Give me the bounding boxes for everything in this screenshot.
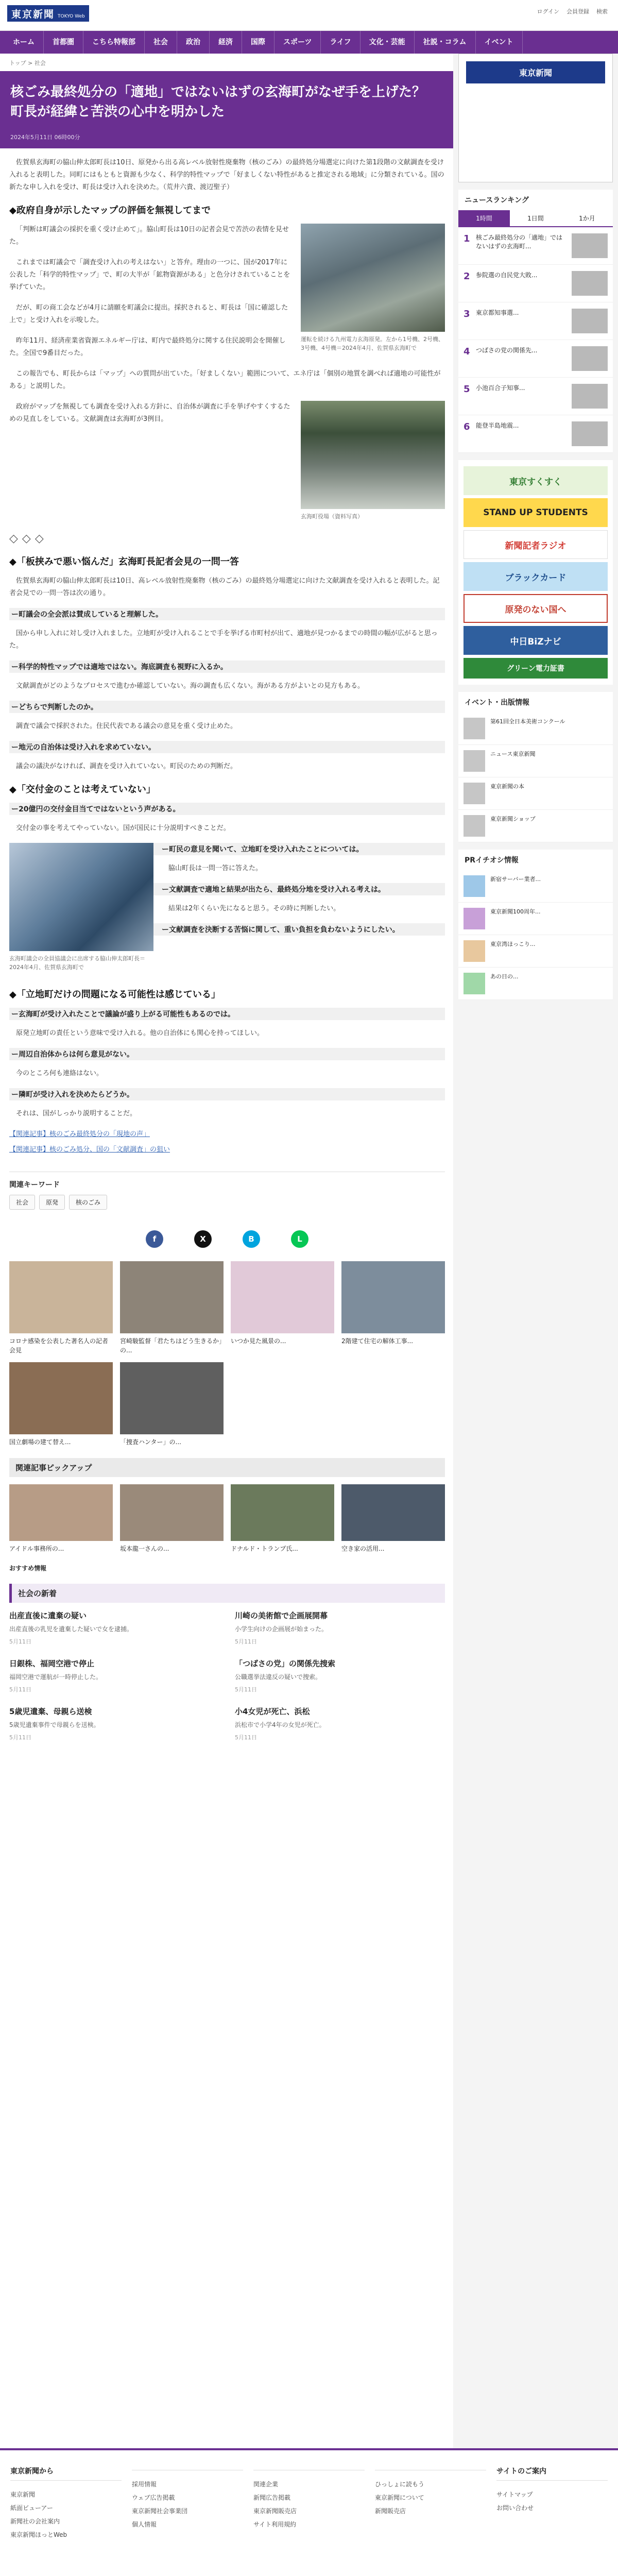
footer-link[interactable]: ひっしょに読もう [375,2481,425,2488]
answer: 議会の議決がなければ、調査を受け入れていない。町民のための判断だ。 [16,762,237,770]
news-desc: 浜松市で小学4年の女児が死亡。 [235,1721,325,1728]
article-header [0,71,453,148]
news-desc: 公職選挙法違反の疑いで捜索。 [235,1673,322,1681]
para: この報告でも、町長からは「マップ」への質問が出ていた。「好ましくない」範囲について、エネ庁は「個別の地質を調べれば適地の可能性がある」と説明した。 [9,370,441,390]
photo-office[interactable] [301,401,445,509]
rank-thumb [572,271,608,296]
footer-heading: 東京新聞から [10,2466,122,2481]
question: ー文献調査を決断する苦悩に関して、重い負担を負わないようにしたい。 [9,923,445,936]
related-link-1[interactable] [9,1128,445,1141]
pr-title: PRイチオシ情報 [465,856,519,865]
footer-col [375,2466,486,2541]
card-title: 国立劇場の建て替え... [9,1438,71,1446]
events-box [458,692,613,842]
caption-2: 玄海町役場（資料写真） [301,513,363,520]
news-desc: 小学生向けの企画展が始まった。 [235,1625,328,1633]
rank-number: 1 [464,233,470,244]
x-share-button[interactable]: X [194,1230,212,1248]
nav-tokuho[interactable]: こちら特報部 [83,31,145,54]
news-title: 日銀株、福岡空港で停止 [9,1659,95,1668]
footer-col [132,2466,243,2541]
social-title: 社会の新着 [9,1584,445,1603]
footer-col [253,2466,365,2541]
share-bar [9,1230,445,1248]
card-title: いつか見た風景の... [231,1337,286,1345]
section-heading-2: ◆「板挟みで悪い悩んだ」玄海町長記者会見の一問一答 [9,556,239,567]
answer: 結果は2年くらい先になると思う。その時に判断したい。 [168,905,340,912]
pickup-card[interactable] [120,1484,224,1553]
search-icon[interactable]: 検索 [596,8,608,15]
banner-genpatsu[interactable]: 原発のない国へ [464,594,608,623]
footer-link[interactable]: お問い合わせ [496,2504,534,2512]
header-tools [537,7,608,15]
event-item[interactable] [458,777,613,810]
news-date: 5月11日 [9,1686,31,1693]
rank-thumb [572,309,608,333]
event-item[interactable] [458,745,613,777]
photo-plant[interactable] [301,224,445,332]
rank-number: 3 [464,309,470,319]
card-title: 宮崎駿監督「君たちはどう生きるか」の... [120,1337,222,1354]
ranking-item[interactable] [458,227,613,265]
banner-sukusuku[interactable]: 東京すくすく [464,466,608,495]
related-card[interactable] [120,1362,224,1447]
rank-thumb [572,384,608,409]
event-title: 東京新聞ショップ [490,816,536,822]
rank-number: 5 [464,384,470,395]
related-grid [9,1261,445,1447]
nav-column[interactable]: 社説・コラム [415,31,476,54]
related-link-2-text[interactable]: 【関連記事】核のごみ処分、国の「文献調査」の狙い [9,1146,170,1154]
pr-item[interactable] [458,903,613,935]
ranking-item[interactable] [458,378,613,415]
footer-link[interactable]: 新聞広告掲載 [253,2494,291,2501]
site-header [0,0,618,31]
news-item[interactable] [9,1658,219,1693]
news-item[interactable] [235,1610,445,1646]
pr-item[interactable] [458,968,613,1000]
question: ー町議会の全会派は賛成していると理解した。 [9,608,445,620]
answer: それは、国がしっかり説明することだ。 [16,1110,137,1117]
card-title: コロナ感染を公表した著名人の記者会見 [9,1337,109,1354]
para: 昨年11月、経済産業省資源エネルギー庁は、町内で最終処分に関する住民説明会を開催した。全国で9番目だった。 [9,337,286,357]
pickup-title: 関連記事ピックアップ [9,1458,445,1477]
tab-1d[interactable]: 1日間 [527,215,544,222]
para: だが、町の商工会などが4月に請願を町議会に提出。採択されると、町長は「国に確認した上で」と受け入れを示唆した。 [9,304,288,324]
related-card[interactable] [120,1261,224,1355]
pr-item-title: 東京新聞100周年... [490,908,541,915]
footer-link[interactable]: サイト利用規約 [253,2521,297,2528]
banner-black[interactable]: ブラックカード [464,562,608,591]
ranking-item[interactable] [458,265,613,302]
section-heading-4: ◆「立地町だけの問題になる可能性は感じている」 [9,989,220,1000]
keyword-list [9,1195,445,1210]
news-desc: 福岡空港で運航が一時停止した。 [9,1673,102,1681]
answer: 調査で議会で採択された。住民代表である議会の意見を重く受け止めた。 [16,722,237,730]
nav-politics[interactable]: 政治 [177,31,210,54]
pickup-card[interactable] [9,1484,113,1553]
caption-3: 玄海町議会の全員協議会に出席する脇山伸太郎町長＝2024年4月、佐賀県玄海町で [9,955,145,971]
para: 佐賀県玄海町の脇山伸太郎町長は10日、高レベル放射性廃棄物（核のごみ）の最終処分場選定に向けた文献調査を受け入れると表明した。記者会見での一問一答は次の通り。 [9,577,440,597]
keywords-title: 関連キーワード [9,1172,445,1190]
footer-col [10,2466,122,2541]
question: ー地元の自治体は受け入れを求めていない。 [9,741,445,753]
rank-thumb [572,233,608,258]
article-lead: 佐賀県玄海町の脇山伸太郎町長は10日、原発から出る高レベル放射性廃棄物（核のごみ）の最終処分場選定に向けた第1段階の文献調査を受け入れると表明した。同町にはもともと資源も少なく、科学的特性マップで「好ましくない特性があると推定される地域」に分類されている。国の新たな申し入れを受け、町長は受け入れを決めた。（荒井六貴、渡辺聖子） [9,159,444,191]
ranking-item[interactable] [458,302,613,340]
event-title: ニュース東京新聞 [490,751,536,757]
para: 「判断は町議会の採択を重く受け止めて」。脇山町長は10日の記者会見で苦渋の表情を見せた。 [9,226,289,246]
main-content [0,54,453,2448]
event-item[interactable] [458,713,613,745]
answer: 原発立地町の責任という意味で受け入れる。他の自治体にも関心を持ってほしい。 [16,1029,264,1037]
nav-culture[interactable]: 文化・芸能 [360,31,415,54]
footer-link[interactable]: 東京新聞販売店 [253,2507,297,2515]
banner-radio[interactable]: 新聞記者ラジオ [464,530,608,559]
rank-title: 小池百合子知事... [476,384,525,392]
rank-title: つばさの党の関係先... [476,347,538,354]
footer-heading: サイトのご案内 [496,2466,608,2481]
ad-top[interactable] [458,54,613,182]
news-item[interactable] [235,1706,445,1741]
nav-shutoken[interactable]: 首都圏 [44,31,83,54]
main-nav [0,31,618,54]
card-title: 「捜査ハンター」の... [120,1438,181,1446]
card-title: 空き家の活用... [341,1545,385,1552]
facebook-share-button[interactable]: f [146,1230,163,1248]
para: 政府がマップを無視しても調査を受け入れる方針に、自治体が調査に手を挙げやすくするための見直しをしている。文献調査は玄海町が3例目。 [9,403,290,423]
line-share-button[interactable]: L [291,1230,308,1248]
site-footer [0,2448,618,2576]
pr-item-title: あの日の... [490,973,519,980]
rank-title: 核ごみ最終処分の「適地」ではないはずの玄海町... [476,234,563,250]
nav-sports[interactable]: スポーツ [274,31,321,54]
nav-life[interactable]: ライフ [321,31,360,54]
card-title: 坂本龍一さんの... [120,1545,169,1552]
card-title: 2階建て住宅の解体工事... [341,1337,414,1345]
nav-home[interactable]: ホーム [4,31,44,54]
pr-box [458,850,613,1000]
related-card[interactable] [231,1261,334,1355]
article-title: 核ごみ最終処分の「適地」ではないはずの玄海町がなぜ手を上げた？ 町長が経緯と苦渋の心中を明かした [10,84,439,120]
news-desc: 出産直後の乳児を遺棄した疑いで女を逮捕。 [9,1625,133,1633]
news-date: 5月11日 [235,1734,257,1741]
footer-link[interactable]: 東京新聞 [10,2491,36,2498]
footer-link[interactable]: 東京新聞社会事業団 [132,2507,188,2515]
news-item[interactable] [9,1610,219,1646]
register-link[interactable]: 会員登録 [566,8,589,15]
rank-thumb [572,421,608,446]
card-title: ドナルド・トランプ氏... [231,1545,298,1552]
answer: 文献調査がどのようなプロセスで進むか確認していない。海の調査も広くない。海がある方がよいとの見方もある。 [16,682,365,690]
question: ー文献調査で適地と結果が出たら、最終処分地を受け入れる考えは。 [9,883,445,895]
answer: 今のところ何も連絡はない。 [16,1070,104,1077]
news-desc: 5歳児遺棄事件で母親らを送検。 [9,1721,100,1728]
news-item[interactable] [9,1706,219,1741]
caption-1: 運転を続ける九州電力玄海原発。左から1号機、2号機、3号機、4号機＝2024年4月、佐賀県玄海町で [301,336,444,351]
footer-link[interactable]: 関連企業 [253,2481,279,2488]
logo-text: 東京新聞 [11,9,55,20]
para: これまでは町議会で「調査受け入れの考えはない」と答弁。理由の一つに、国が2017年に公表した「科学的特性マップ」で、町の大半が「鉱物資源がある」と色分けされていることを挙げていた。 [9,259,290,291]
footer-link[interactable]: 新聞販売店 [375,2507,406,2515]
nav-economy[interactable]: 経済 [210,31,242,54]
events-title: イベント・出版情報 [465,699,529,707]
hatena-share-button[interactable]: B [243,1230,260,1248]
related-card[interactable] [9,1362,113,1447]
keyword-tag[interactable]: 核のごみ [69,1195,107,1210]
rank-number: 6 [464,421,470,432]
footer-link[interactable]: 東京新聞について [375,2494,424,2501]
figure-3 [9,843,153,972]
question: ーどちらで判断したのか。 [9,701,445,713]
tab-1h[interactable]: 1時間 [458,210,510,226]
keyword-tag[interactable]: 原発 [39,1195,65,1210]
figure-1 [301,224,445,352]
footer-heading [375,2466,486,2470]
article-date: 2024年5月11日 06時00分 [10,134,80,141]
pickup-grid [9,1484,445,1553]
footer-link[interactable]: 東京新聞ほっとWeb [10,2531,67,2538]
question: ー科学的特性マップでは適地ではない。海底調査も視野に入るか。 [9,660,445,673]
news-title: 「つばさの党」の関係先捜索 [235,1659,336,1668]
separator-dots: ◇◇◇ [9,532,48,545]
footer-link[interactable]: 紙面ビューアー [10,2504,54,2512]
banner-box [458,460,613,685]
news-item[interactable] [235,1658,445,1693]
nav-event[interactable]: イベント [476,31,523,54]
answer: 脇山町長は一問一答に答えた。 [168,865,263,872]
more-title: おすすめ情報 [9,1565,47,1572]
photo-council[interactable] [9,843,153,951]
keyword-tag[interactable]: 社会 [9,1195,35,1210]
rank-thumb [572,346,608,371]
rank-title: 能登半島地震... [476,422,519,429]
news-title: 川崎の美術館で企画展開幕 [235,1611,328,1620]
site-logo[interactable] [7,5,89,22]
figure-2 [301,401,445,521]
related-card[interactable] [9,1261,113,1355]
answer: 国から申し入れに対し受け入れました。立地町が受け入れることで手を挙げる市町村が出て、適地が見つかるまでの時間の幅が広がると思った。 [9,630,438,650]
banner-standup[interactable]: STAND UP STUDENTS [464,498,608,527]
news-date: 5月11日 [9,1638,31,1645]
tab-1m[interactable]: 1か月 [579,215,595,222]
ranking-item[interactable] [458,415,613,453]
footer-columns [0,2450,618,2557]
footer-heading [253,2466,365,2470]
event-item[interactable] [458,810,613,842]
pr-item-title: 東京湾ほっこり... [490,941,536,947]
breadcrumb[interactable]: トップ > 社会 [9,60,46,66]
event-title: 第61回全日本美術コンクール [490,718,565,725]
ranking-tabs [458,210,613,227]
question: ー隣町が受け入れを決めたらどうか。 [9,1088,445,1100]
pickup-card[interactable] [231,1484,334,1553]
related-link-2[interactable] [9,1144,445,1156]
ranking-title: ニュースランキング [465,196,529,205]
nav-society[interactable]: 社会 [145,31,177,54]
answer: 交付金の事を考えてやっていない。国が国民に十分説明すべきことだ。 [16,824,230,832]
login-link[interactable]: ログイン [537,8,559,15]
related-link-1-text[interactable]: 【関連記事】核のごみ最終処分の「現地の声」 [9,1130,150,1138]
news-list [9,1610,445,1741]
footer-link[interactable]: 個人情報 [132,2521,157,2528]
footer-link[interactable]: 新聞社の会社案内 [10,2518,60,2525]
pickup-card[interactable] [341,1484,445,1553]
footer-link[interactable]: サイトマップ [496,2491,533,2498]
card-title: アイドル事務所の... [9,1545,64,1552]
news-date: 5月11日 [235,1686,257,1693]
rank-title: 参院選の自民党大敗... [476,272,538,279]
pr-item-title: 新宿サーバー業者... [490,876,541,883]
pr-item[interactable] [458,870,613,903]
ranking-box [458,190,613,453]
ranking-item[interactable] [458,340,613,378]
pr-item[interactable] [458,935,613,968]
footer-col [496,2466,608,2541]
news-title: 5歳児遺棄、母親ら送検 [9,1707,92,1716]
question: ー町民の意見を聞いて、立地町を受け入れたことについては。 [9,843,445,855]
sidebar [458,54,613,1007]
question: ー玄海町が受け入れたことで議論が盛り上がる可能性もあるのでは。 [9,1008,445,1020]
question: ー周辺自治体からは何ら意見がない。 [9,1048,445,1060]
footer-heading [132,2466,243,2470]
rank-number: 4 [464,346,470,357]
section-heading-1: ◆政府自身が示したマップの評価を無視してまで [9,205,211,216]
news-date: 5月11日 [9,1734,31,1741]
rank-title: 東京都知事選... [476,309,519,316]
news-title: 出産直後に遺棄の疑い [9,1611,87,1620]
news-date: 5月11日 [235,1638,257,1645]
footer-link[interactable]: 採用情報 [132,2481,157,2488]
section-heading-3: ◆「交付金のことは考えていない」 [9,784,156,795]
news-title: 小4女児が死亡、浜松 [235,1707,310,1716]
banner-green[interactable]: グリーン電力証書 [464,658,608,679]
question: ー20億円の交付金目当てではないという声がある。 [9,803,445,815]
event-title: 東京新聞の本 [490,783,524,790]
rank-number: 2 [464,271,470,282]
related-card[interactable] [341,1261,445,1355]
banner-bizunavi[interactable]: 中日BiZナビ [464,626,608,655]
article-body [9,157,445,1741]
logo-sub: TOKYO Web [58,14,85,19]
nav-world[interactable]: 国際 [242,31,274,54]
ad-logo: 東京新聞 [466,61,605,83]
footer-link[interactable]: ウェブ広告掲載 [132,2494,175,2501]
